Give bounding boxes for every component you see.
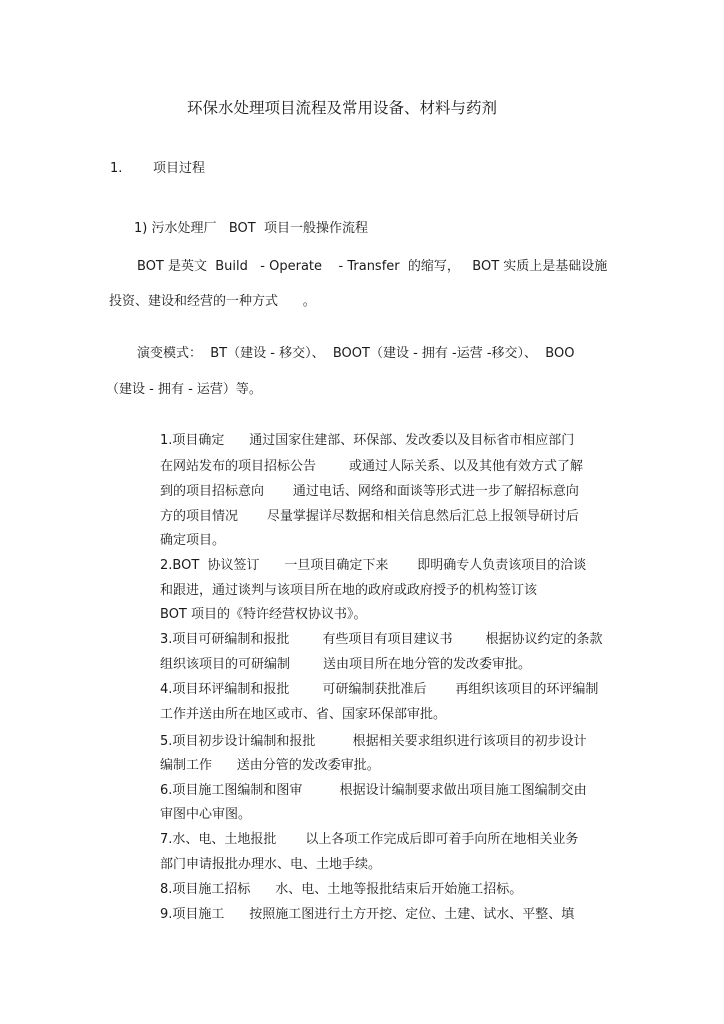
step-line: 在网站发布的项目招标公告 或通过人际关系、以及其他有效方式了解: [160, 459, 584, 474]
step-line: 和跟进，通过谈判与该项目所在地的政府或政府授予的机构签订该: [160, 583, 538, 598]
step-line: BOT 项目的《特许经营权协议书》。: [160, 607, 367, 622]
paragraph-line: BOT 是英文 Build - Operate - Transfer 的缩写， BOT 实质上是基础设施: [137, 259, 608, 274]
step-line: 7.水、电、土地报批 以上各项工作完成后即可着手向所在地相关业务: [160, 832, 579, 847]
step-line: 确定项目。: [160, 533, 226, 548]
step-line: 部门申请报批办理水、电、土地手续。: [160, 857, 382, 872]
section-number: 1.: [110, 161, 123, 176]
document-title: 环保水处理项目流程及常用设备、材料与药剂: [187, 99, 498, 117]
step-line: 9.项目施工 按照施工图进行土方开挖、定位、土建、试水、平整、填: [160, 907, 575, 922]
step-line: 4.项目环评编制和报批 可研编制获批准后 再组织该项目的环评编制: [160, 682, 599, 697]
step-line: 到的项目招标意向 通过电话、网络和面谈等形式进一步了解招标意向: [160, 484, 579, 499]
step-line: 2.BOT 协议签订 一旦项目确定下来 即明确专人负责该项目的洽谈: [160, 558, 587, 573]
section-heading: 项目过程: [153, 161, 206, 176]
step-line: 6.项目施工图编制和图审 根据设计编制要求做出项目施工图编制交由: [160, 783, 587, 798]
paragraph-line: （建设 - 拥有 - 运营）等。: [106, 382, 262, 397]
paragraph-line: 演变模式： BT（建设 - 移交）、 BOOT（建设 - 拥有 -运营 -移交）、 BOO: [137, 346, 575, 361]
step-line: 审图中心审图。: [160, 807, 252, 822]
subsection-heading: 1) 污水处理厂 BOT 项目一般操作流程: [134, 221, 369, 236]
step-line: 8.项目施工招标 水、电、土地等报批结束后开始施工招标。: [160, 882, 523, 897]
step-line: 编制工作 送由分管的发改委审批。: [160, 758, 380, 773]
step-line: 3.项目可研编制和报批 有些项目有项目建议书 根据协议约定的条款: [160, 632, 603, 647]
paragraph-line: 投资、建设和经营的一种方式 。: [109, 294, 316, 309]
step-line: 5.项目初步设计编制和报批 根据相关要求组织进行该项目的初步设计: [160, 734, 587, 749]
step-line: 工作并送由所在地区或市、省、国家环保部审批。: [160, 707, 447, 722]
step-line: 方的项目情况 尽量掌握详尽数据和相关信息然后汇总上报领导研讨后: [160, 509, 579, 524]
step-line: 1.项目确定 通过国家住建部、环保部、发改委以及目标省市相应部门: [160, 433, 575, 448]
step-line: 组织该项目的可研编制 送由项目所在地分管的发改委审批。: [160, 657, 532, 672]
